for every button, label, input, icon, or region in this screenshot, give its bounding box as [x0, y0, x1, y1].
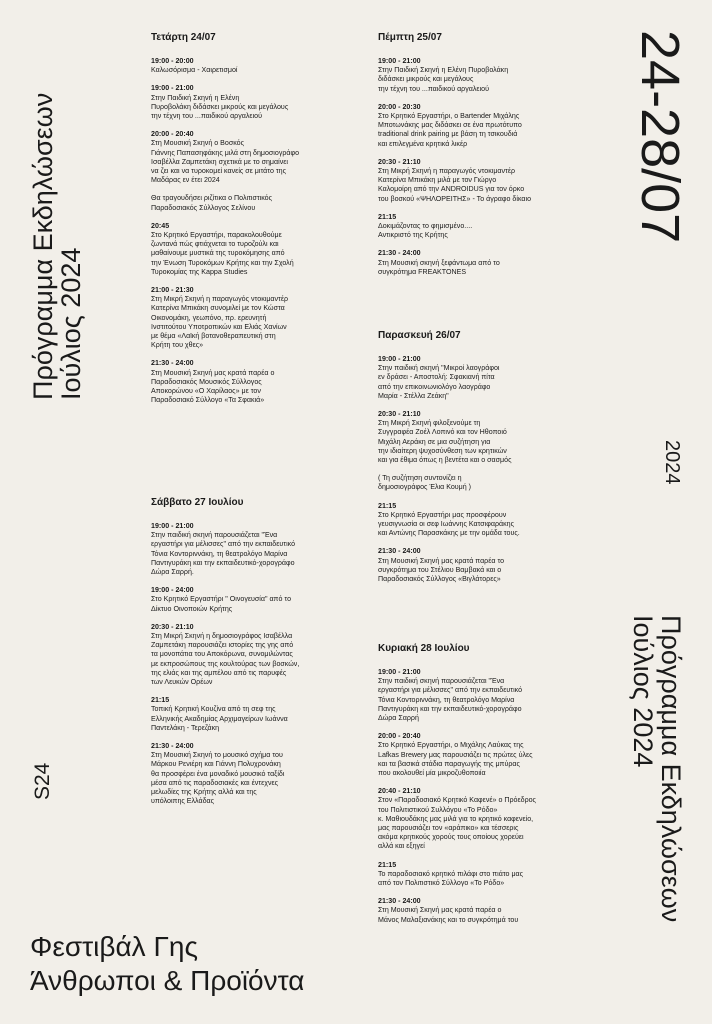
event-time: 20:00 - 20:40: [151, 130, 194, 139]
event-item: [378, 213, 583, 241]
day-title: Παρασκευή 26/07: [378, 330, 461, 341]
event-item: [151, 586, 351, 614]
event-desc: Στη Μικρή Σκηνή η παραγωγός ντοκιμαντέρ Κατερίνα Μπικάκη συνομιλεί με τον Κώστα Οικονομάκη, γεωπόνο, πρ. ερευνητή Ινστιτούτου Υποτροπικών και Ελιάς Χανίων με θέμα «Λαϊκή βοτανοθεραπευτική στη Κρήτη του χθες»: [151, 295, 289, 350]
day-block-friday: [378, 330, 583, 593]
event-item: [151, 130, 351, 185]
event-time: 19:00 - 21:00: [151, 84, 194, 93]
event-item: [151, 84, 351, 121]
event-item: [378, 249, 583, 277]
event-time: 20:45: [151, 221, 170, 230]
event-time: 21:30 - 24:00: [378, 897, 421, 906]
event-item: [151, 286, 351, 350]
event-desc: Στη Μουσική Σκηνή ο Βοσκός Γιάννης Παπασηφάκης μιλά στη δημοσιογράφο Ισαβέλλα Ζαμπετάκη σχετικά με το σημαίνει να ζει και να τυροκομεί κανείς σε μιτάτο της Μαδάρας εν έτει 2024: [151, 139, 300, 185]
event-item: [378, 861, 583, 889]
event-time: 21:00 - 21:30: [151, 286, 194, 295]
s24-label: S24: [31, 762, 54, 800]
festival-name: Φεστιβάλ Γης Άνθρωποι & Προϊόντα: [30, 931, 305, 996]
event-item: [151, 194, 351, 212]
event-item: [378, 732, 583, 778]
event-desc: Στον «Παραδοσιακό Κρητικό Καφενέ» ο Πρόεδρος του Πολιτιστικού Συλλόγου «Το Ρόδο» κ. Μαθιουδάκης μας μιλά για το κρητικό καφενείο, μας παρουσιάζει τον «αράπικο» και τέσσερις ακόμα κρητικούς χορούς τους οποίους χορεύει αλλά και εξηγεί: [378, 796, 536, 851]
day-block-wednesday: [151, 32, 351, 415]
event-item: [378, 158, 583, 204]
event-desc: Στη Μουσική Σκηνή το μουσικό σχήμα του Μάρκου Ρενιέρη και Γιάννη Πολυχρονάκη θα προσφέρει ένα μοναδικό μουσικό ταξίδι μέσα από τις παραδοσιακές και έντεχνες μελωδίες της Κρήτης αλλά και της υπόλοιπης Ελλάδας: [151, 751, 285, 806]
event-time: 21:15: [378, 501, 397, 510]
event-desc: Στο Κρητικό Εργαστήρι " Οινογευσία" από το Δίκτυο Οινοποιών Κρήτης: [151, 595, 292, 613]
event-item: [151, 623, 351, 687]
event-item: [378, 502, 583, 539]
event-time: 21:30 - 24:00: [378, 249, 421, 258]
event-item: [151, 522, 351, 577]
left-vertical-title: Πρόγραμμα Εκδηλώσεων Ιούλιος 2024: [28, 92, 87, 400]
event-desc: Στο Κρητικό Εργαστήρι, παρακολουθούμε ζωντανά πώς φτιάχνεται το τυροζούλι και μαθαίνουμε μυστικά της τυροκόμησης από την Ένωση Τυροκόμων Κρήτης και την Σχολή Τυροκομίας της Kappa Studies: [151, 231, 294, 276]
event-time: 19:00 - 21:00: [378, 668, 421, 676]
event-item: [378, 547, 583, 584]
event-desc: Στη Μικρή Σκηνή φιλοξενούμε τη Συγγραφέα Ζοέλ Λοπινό και τον Ηθοποιό Μιχάλη Αεράκη σε μια συζήτηση για την ιδιαίτερη ψυχοσύνθεση των κρητικών και για έθιμα όπως η βεντέτα και ο σασμός: [378, 419, 512, 465]
day-block-sunday: [378, 643, 583, 934]
event-desc: Στην παιδική σκηνή παρουσιάζεται "Ένα εργαστήρι για μέλισσες" από την εκπαιδευτικό Τόνια Κοντοριννάκη, τη θεατρολόγο Μαρίνα Παντιγυράκη και την εκπαιδευτικό-χορογράφο Δώρα Σαρρή: [378, 677, 523, 723]
event-desc: Στην παιδική σκηνή παρουσιάζεται "Ένα εργαστήρι για μέλισσες" από την εκπαιδευτικό Τόνια Κοντοριννάκη, τη θεατρολόγο Μαρίνα Παντιγυράκη και την εκπαιδευτικό-χορογράφο Δώρα Σαρρή.: [151, 531, 296, 577]
year-vertical: 2024: [661, 440, 683, 485]
day-block-thursday: [378, 32, 583, 286]
event-time: 20:30 - 21:10: [378, 410, 421, 419]
event-desc: Δοκιμάζοντας το φημισμένο.... Αντικριστό της Κρήτης: [378, 222, 473, 240]
event-desc: Στη Μικρή Σκηνή η δημοσιογράφος Ισαβέλλα Ζαμπετάκη παρουσιάζει ιστορίες της γης από τα μονοπάτια του Αποκόρωνα, συνομιλώντας με εκπροσώπους της κουλτούρας των βοσκών, της ελιάς και της αμπέλου από τις παρυφές των Λευκών Ορέων: [151, 632, 300, 687]
dates-large: 24-28/07: [630, 30, 690, 244]
right-vertical-title: Πρόγραμμα Εκδηλώσεων Ιούλιος 2024: [627, 615, 686, 923]
event-desc: Στη Μουσική σκηνή ξεφάντωμα από το συγκρότημα FREAKTONES: [378, 258, 500, 276]
day-title: Σάββατο 27 Ιουλίου: [151, 497, 244, 508]
event-item: [378, 474, 583, 492]
event-desc: ( Τη συζήτηση συντονίζει η δημοσιογράφος Έλια Κουμή ): [378, 474, 472, 492]
day-block-saturday: [151, 497, 351, 815]
event-desc: Τοπική Κρητική Κουζίνα από τη σεφ της Ελληνικής Ακαδημίας Αρχιμαγείρων Ιωάννα Παντελάκη - Τερεζάκη: [151, 705, 288, 732]
event-time: 20:00 - 20:30: [378, 102, 421, 111]
event-desc: Στην Παιδική Σκηνή η Ελένη Πυροβολάκη διδάσκει μικρούς και μεγάλους την τέχνη του ...παιδικού αργαλειού: [151, 93, 289, 121]
event-time: 20:40 - 21:10: [378, 787, 421, 796]
day-title: Τετάρτη 24/07: [151, 32, 216, 43]
event-time: 21:15: [151, 696, 170, 705]
event-time: 21:30 - 24:00: [378, 547, 421, 556]
event-desc: Καλωσόρισμα - Χαιρετισμοί: [151, 66, 238, 75]
event-time: 19:00 - 21:00: [378, 57, 421, 65]
event-desc: Στη Μουσική Σκηνή μας κρατά παρέα ο Μάνος Μαλαξιανάκης και το συγκρότημά του: [378, 906, 519, 924]
event-time: 21:15: [378, 212, 397, 221]
event-item: [151, 359, 351, 405]
event-desc: Το παραδοσιακό κρητικό πιλάφι στο πιάτο μας από τον Πολιτιστικό Σύλλογο «Το Ρόδο»: [378, 869, 524, 888]
event-time: 19:00 - 24:00: [151, 586, 194, 595]
event-item: [378, 410, 583, 465]
event-time: 21:30 - 24:00: [151, 742, 194, 751]
event-item: [378, 897, 583, 925]
event-time: 20:30 - 21:10: [378, 157, 421, 166]
event-time: 21:30 - 24:00: [151, 359, 194, 368]
event-item: [151, 57, 351, 75]
event-desc: Στο Κρητικό Εργαστήρι, ο Μιχάλης Λαύκας της Lafkas Brewery μας παρουσιάζει τις πρώτες ύλες και τα βασικά στάδια παραγωγής της μπύρας που ακολουθεί μία μικροζυθοποιία: [378, 741, 533, 778]
event-item: [151, 696, 351, 733]
event-item: [151, 742, 351, 806]
event-item: [378, 787, 583, 851]
event-time: 19:00 - 20:00: [151, 57, 194, 65]
event-desc: Στη Μουσική Σκηνή μας κρατά παρέα ο Παραδοσιακός Μουσικός Σύλλογος Αποκορώνου «Ο Χαρίλαος» με τον Παραδοσιακό Σύλλογο «Τα Σφακιά»: [151, 368, 275, 405]
event-time: 19:00 - 21:00: [378, 355, 421, 363]
event-time: 20:30 - 21:10: [151, 622, 194, 631]
event-desc: Στο Κρητικό Εργαστήρι μας προσφέρουν γευσιγνωσία οι σεφ Ιωάννης Κατσιφαράκης και Αντώνης Παρασκάκης με την ομάδα τους.: [378, 510, 520, 538]
day-title: Πέμπτη 25/07: [378, 32, 442, 43]
event-desc: Στη Μικρή Σκηνή η παραγωγός ντοκιμαντέρ Κατερίνα Μπικάκη μιλά με τον Γιώργο Καλομοίρη από την ANDROIDUS για τον όρκο του βοσκού «ΨΗΛΟΡΕΙΤΗΣ» - Το άγραφο δίκαιο: [378, 167, 532, 203]
event-item: [378, 355, 583, 401]
event-desc: Στην παιδική σκηνή "Μικροί λαογράφοι εν δράσει - Αποστολή: Σφακιανή πίτα από την επικοινωνιολόγο λαογράφο Μαρία - Στέλλα Ζεάκη": [378, 364, 500, 400]
day-title: Κυριακή 28 Ιουλίου: [378, 643, 470, 654]
event-desc: Στην Παιδική Σκηνή η Ελένη Πυροβολάκη διδάσκει μικρούς και μεγάλους την τέχνη του ...παιδικού αργαλειού: [378, 66, 509, 93]
event-time: 19:00 - 21:00: [151, 522, 194, 530]
event-item: [378, 668, 583, 723]
event-desc: Θα τραγουδήσει ριζίτικα ο Πολιτιστικός Παραδοσιακός Σύλλογος Σελίνου: [151, 194, 273, 212]
event-time: 20:00 - 20:40: [378, 732, 421, 741]
event-item: [378, 57, 583, 94]
event-time: 21:15: [378, 860, 397, 869]
event-desc: Στο Κρητικό Εργαστήρι, ο Bartender Μιχάλης Μποτωνάκης μας διδάσκει σε ένα πρωτότυπο traditional drink pairing με βάση τη τσικουδιά και επιλεγμένα κρητικά λικέρ: [378, 112, 522, 148]
event-item: [151, 222, 351, 277]
event-desc: Στη Μουσική Σκηνή μας κρατά παρέα το συγκρότημα του Στέλιου Βαμβακά και ο Παραδοσιακός Σύλλογος «Βιγλάτορες»: [378, 556, 505, 584]
event-item: [378, 103, 583, 149]
